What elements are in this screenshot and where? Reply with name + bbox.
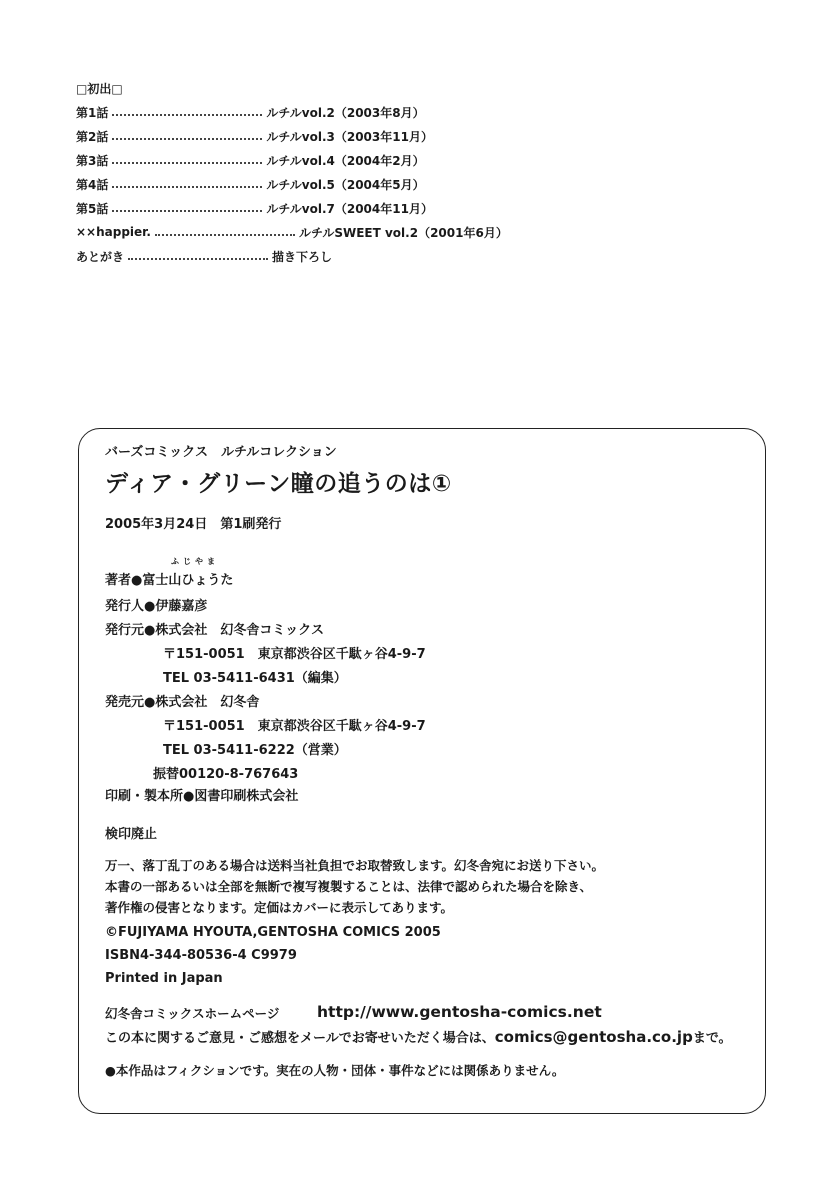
isbn-line: ISBN4-344-80536-4 C9979 [105, 948, 297, 963]
toc-source: 描き下ろし [272, 249, 333, 264]
publisher-address: 〒151-0051 東京都渋谷区千駄ヶ谷4-9-7 [163, 647, 426, 662]
toc-chapter-label: 第2話 [76, 129, 109, 144]
toc-chapter-label: 第3話 [76, 153, 109, 168]
toc-source: ルチルvol.4（2004年2月） [266, 153, 425, 168]
printer-line: 印刷・製本所●図書印刷株式会社 [105, 789, 299, 804]
publisher-line: 発行元●株式会社 幻冬舎コミックス [105, 623, 324, 638]
author-line: 著者●富士山ひょうた [105, 573, 234, 588]
fiction-notice: ●本作品はフィクションです。実在の人物・団体・事件などには関係ありません。 [105, 1063, 565, 1078]
toc-row [76, 124, 496, 148]
publisher-person-line: 発行人●伊藤嘉彦 [105, 599, 208, 614]
publisher-tel: TEL 03-5411-6431（編集） [163, 671, 347, 686]
distributor-tel: TEL 03-5411-6222（営業） [163, 743, 347, 758]
toc-row [76, 172, 496, 196]
toc-row [76, 220, 508, 244]
printed-in-line: Printed in Japan [105, 971, 223, 986]
notice-line: 本書の一部あるいは全部を無断で複写複製することは、法律で認められた場合を除き、 [105, 879, 593, 894]
issue-date: 2005年3月24日 第1刷発行 [105, 517, 282, 532]
toc-source: ルチルvol.2（2003年8月） [266, 105, 425, 120]
homepage-label: 幻冬舎コミックスホームページ [105, 1006, 280, 1021]
seal-waived-note: 検印廃止 [105, 827, 158, 842]
dot-leader [155, 234, 295, 236]
toc-row [76, 100, 496, 124]
dot-leader [112, 138, 262, 140]
distributor-line: 発売元●株式会社 幻冬舎 [105, 695, 260, 710]
dot-leader [112, 114, 262, 116]
toc-chapter-label: ××happier. [76, 225, 151, 239]
toc-row [76, 244, 496, 268]
toc-source: ルチルSWEET vol.2（2001年6月） [298, 225, 508, 240]
book-title: ディア・グリーン瞳の追うのは① [105, 471, 452, 497]
contact-suffix: まで。 [692, 1031, 732, 1046]
contact-prefix: この本に関するご意見・ご感想をメールでお寄せいただく場合は、 [105, 1031, 495, 1046]
series-name: バーズコミックス ルチルコレクション [105, 445, 337, 460]
first-appearance-list [76, 78, 508, 268]
toc-chapter-label: 第4話 [76, 177, 109, 192]
toc-chapter-label: 第5話 [76, 201, 109, 216]
contact-email: comics@gentosha.co.jp [494, 1028, 693, 1046]
first-appearance-heading: □初出□ [76, 82, 123, 96]
dot-leader [112, 186, 262, 188]
toc-source: ルチルvol.7（2004年11月） [266, 201, 433, 216]
distributor-address: 〒151-0051 東京都渋谷区千駄ヶ谷4-9-7 [163, 719, 426, 734]
author-ruby: ふじやま [171, 557, 219, 566]
homepage-url: http://www.gentosha-comics.net [317, 1003, 602, 1021]
toc-chapter-label: あとがき [76, 249, 125, 264]
notice-line: 万一、落丁乱丁のある場合は送料当社負担でお取替致します。幻冬舎宛にお送り下さい。 [105, 858, 605, 873]
toc-source: ルチルvol.5（2004年5月） [266, 177, 425, 192]
dot-leader [112, 210, 262, 212]
contact-line [105, 1027, 732, 1046]
toc-chapter-label: 第1話 [76, 105, 109, 120]
colophon-box [78, 428, 766, 1114]
copyright-line: ©FUJIYAMA HYOUTA,GENTOSHA COMICS 2005 [105, 925, 441, 940]
dot-leader [128, 258, 268, 260]
toc-source: ルチルvol.3（2003年11月） [266, 129, 433, 144]
dot-leader [112, 162, 262, 164]
notice-line: 著作権の侵害となります。定価はカバーに表示してあります。 [105, 900, 454, 915]
toc-row [76, 196, 496, 220]
postal-transfer-number: 振替00120-8-767643 [153, 767, 299, 782]
toc-row [76, 148, 496, 172]
